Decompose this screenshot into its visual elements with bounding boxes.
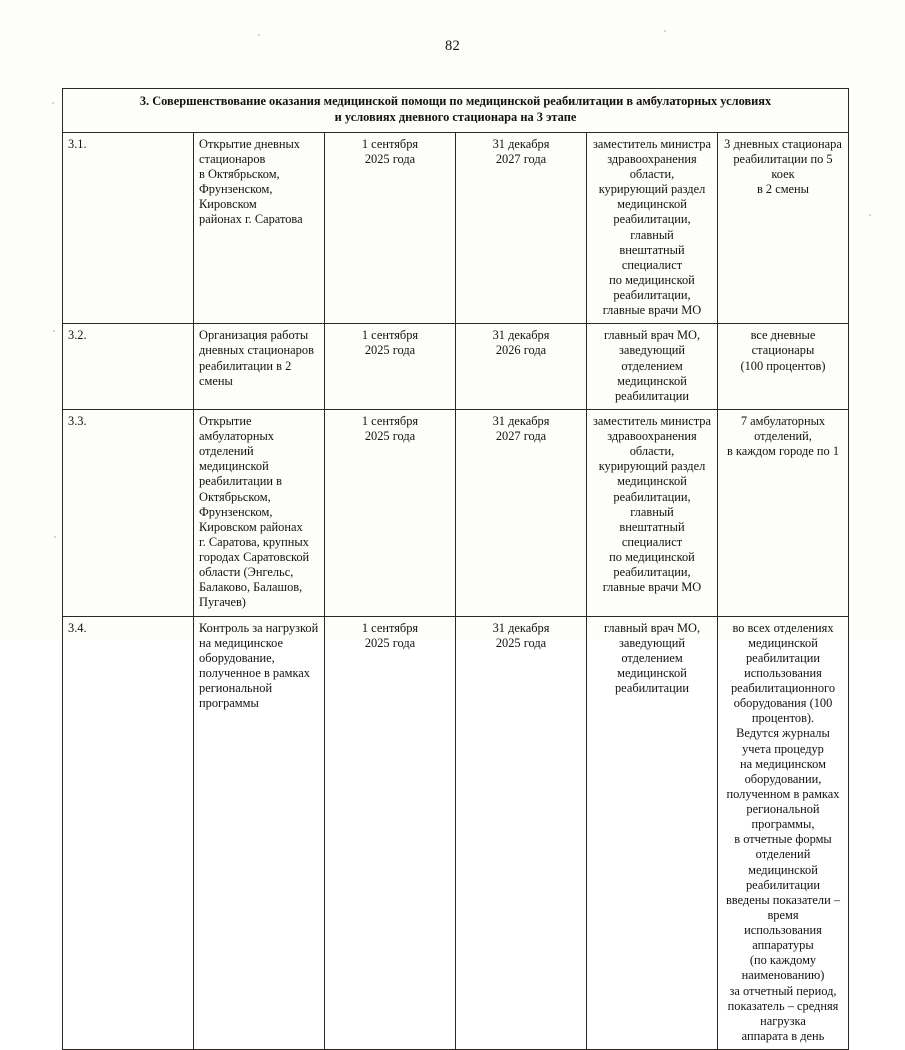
text-line: курирующий раздел медицинской — [598, 182, 706, 212]
measures-table-body — [63, 89, 849, 1050]
table-row — [63, 616, 849, 1050]
text-line: реабилитации — [614, 681, 690, 695]
text-line: использования аппаратуры — [744, 923, 822, 953]
text-line: региональной программы — [199, 681, 273, 711]
text-line: заместитель министра — [593, 136, 711, 151]
text-line: реабилитационного — [730, 681, 836, 695]
cell-date-start — [325, 616, 456, 1050]
text-line: реабилитации, главный — [613, 489, 691, 519]
cell-responsible — [587, 132, 718, 324]
scan-speck — [52, 102, 54, 104]
text-line: в отчетные формы отделений — [734, 832, 832, 862]
cell-date-end — [456, 324, 587, 410]
text-line: области (Энгельс, Балаково, Балашов, — [199, 565, 303, 595]
cell-measure — [194, 616, 325, 1050]
text-line: заместитель министра — [593, 413, 711, 428]
cell-result — [718, 409, 849, 616]
text-line: в Октябрьском, Фрунзенском, Кировском — [199, 167, 280, 212]
cell-date-end — [456, 616, 587, 1050]
text-line: Открытие дневных стационаров — [199, 136, 300, 166]
text-line: аппарата в день — [741, 1028, 825, 1043]
cell-measure — [194, 324, 325, 410]
text-line: главные врачи МО — [602, 580, 702, 595]
text-line: здравоохранения области, — [607, 429, 697, 459]
cell-date-start — [325, 132, 456, 324]
text-line: главный врач МО, заведующий — [603, 328, 701, 358]
text-line: региональной программы, — [746, 802, 820, 832]
table-row — [63, 409, 849, 616]
text-line: оборудование, полученное в рамках — [199, 650, 310, 680]
text-line: 2025 года — [364, 343, 416, 358]
text-line: отделением медицинской — [617, 650, 687, 680]
text-line: 2026 года — [495, 343, 547, 358]
text-line: и условиях дневного стационара на 3 этапе — [334, 109, 577, 124]
cell-number: 3.4. — [63, 616, 194, 1050]
cell-number: 3.3. — [63, 409, 194, 616]
text-line: реабилитации, главный — [613, 212, 691, 242]
cell-date-end — [456, 409, 587, 616]
cell-number: 3.2. — [63, 324, 194, 410]
text-line: во всех отделениях медицинской — [732, 620, 834, 650]
cell-responsible — [587, 324, 718, 410]
text-line: 2025 года — [364, 151, 416, 166]
text-line: 2025 года — [495, 635, 547, 650]
cell-date-start — [325, 324, 456, 410]
text-line: по медицинской реабилитации, — [609, 550, 695, 580]
text-line: 2027 года — [495, 429, 547, 443]
scan-speck — [54, 536, 56, 538]
text-line: внештатный специалист — [619, 519, 685, 549]
text-line: оборудования (100 процентов). — [733, 696, 833, 726]
table-row — [63, 132, 849, 324]
text-line: 1 сентября — [361, 413, 419, 428]
text-line: здравоохранения области, — [607, 151, 697, 181]
text-line: реабилитации по 5 коек — [733, 151, 833, 181]
text-line: (по каждому наименованию) — [741, 953, 825, 983]
text-line: Ведутся журналы учета процедур — [736, 726, 830, 756]
page-number: 82 — [444, 38, 461, 54]
text-line: внештатный специалист — [619, 242, 685, 272]
text-line: Организация работы дневных стационаров — [199, 328, 314, 358]
cell-responsible — [587, 616, 718, 1050]
text-line: Открытие амбулаторных отделений — [199, 413, 274, 459]
text-line: показатель – средняя нагрузка — [727, 998, 839, 1028]
text-line: введены показатели – время — [725, 892, 841, 922]
text-line: по медицинской реабилитации, — [609, 272, 695, 302]
text-line: 3 дневных стационара — [724, 136, 842, 151]
text-line: полученном в рамках — [726, 786, 840, 801]
scan-speck — [53, 330, 55, 332]
text-line: курирующий раздел медицинской — [598, 459, 706, 489]
cell-result — [718, 324, 849, 410]
text-line: отделением медицинской — [617, 358, 687, 388]
text-line: в 2 смены — [756, 182, 810, 197]
table-section-title — [63, 89, 849, 133]
text-line: медицинской реабилитации в Октябрьском, — [199, 459, 283, 504]
text-line: (100 процентов) — [740, 358, 826, 373]
text-line: за отчетный период, — [729, 983, 837, 998]
cell-date-end — [456, 132, 587, 324]
cell-responsible — [587, 409, 718, 616]
text-line: главные врачи МО — [602, 303, 702, 318]
cell-measure — [194, 409, 325, 616]
cell-result — [718, 616, 849, 1050]
text-line: 7 амбулаторных отделений, — [740, 413, 826, 443]
text-line: реабилитации — [614, 388, 690, 403]
text-line: Пугачев) — [199, 595, 246, 610]
text-line: 31 декабря — [492, 413, 550, 428]
text-line: 1 сентября — [361, 328, 419, 343]
text-line: 2027 года — [495, 151, 547, 166]
text-line: 1 сентября — [361, 620, 419, 635]
text-line: реабилитации в 2 смены — [199, 358, 292, 388]
text-line: районах г. Саратова — [199, 212, 303, 227]
text-line: на медицинском оборудовании, — [740, 756, 826, 786]
table-row — [63, 324, 849, 410]
scan-speck — [258, 34, 260, 36]
text-line: Контроль за нагрузкой на медицинское — [199, 620, 319, 650]
scan-speck — [869, 214, 871, 216]
text-line: 31 декабря — [492, 328, 550, 343]
table-header-row — [63, 89, 849, 133]
cell-result — [718, 132, 849, 324]
measures-table-container — [62, 88, 849, 1050]
text-line: медицинской реабилитации — [745, 862, 821, 892]
text-line: 2025 года — [364, 635, 416, 650]
text-line: 2025 года — [364, 429, 416, 443]
text-line: Фрунзенском, Кировском районах — [199, 504, 303, 534]
text-line: все дневные стационары — [750, 328, 816, 358]
text-line: г. Саратова, крупных городах Саратовской — [199, 534, 310, 564]
text-line: в каждом городе по 1 — [726, 444, 840, 459]
cell-number: 3.1. — [63, 132, 194, 324]
text-line: главный врач МО, заведующий — [603, 620, 701, 650]
cell-measure — [194, 132, 325, 324]
scan-speck — [664, 30, 666, 32]
text-line: реабилитации использования — [744, 650, 822, 680]
text-line: 31 декабря — [492, 136, 550, 151]
measures-table — [62, 88, 849, 1050]
cell-date-start — [325, 409, 456, 616]
text-line: 1 сентября — [361, 136, 419, 151]
text-line: 31 декабря — [492, 620, 550, 635]
text-line: 3. Совершенствование оказания медицинской помощи по медицинской реабилитации в амбулаторных условиях — [139, 94, 772, 108]
